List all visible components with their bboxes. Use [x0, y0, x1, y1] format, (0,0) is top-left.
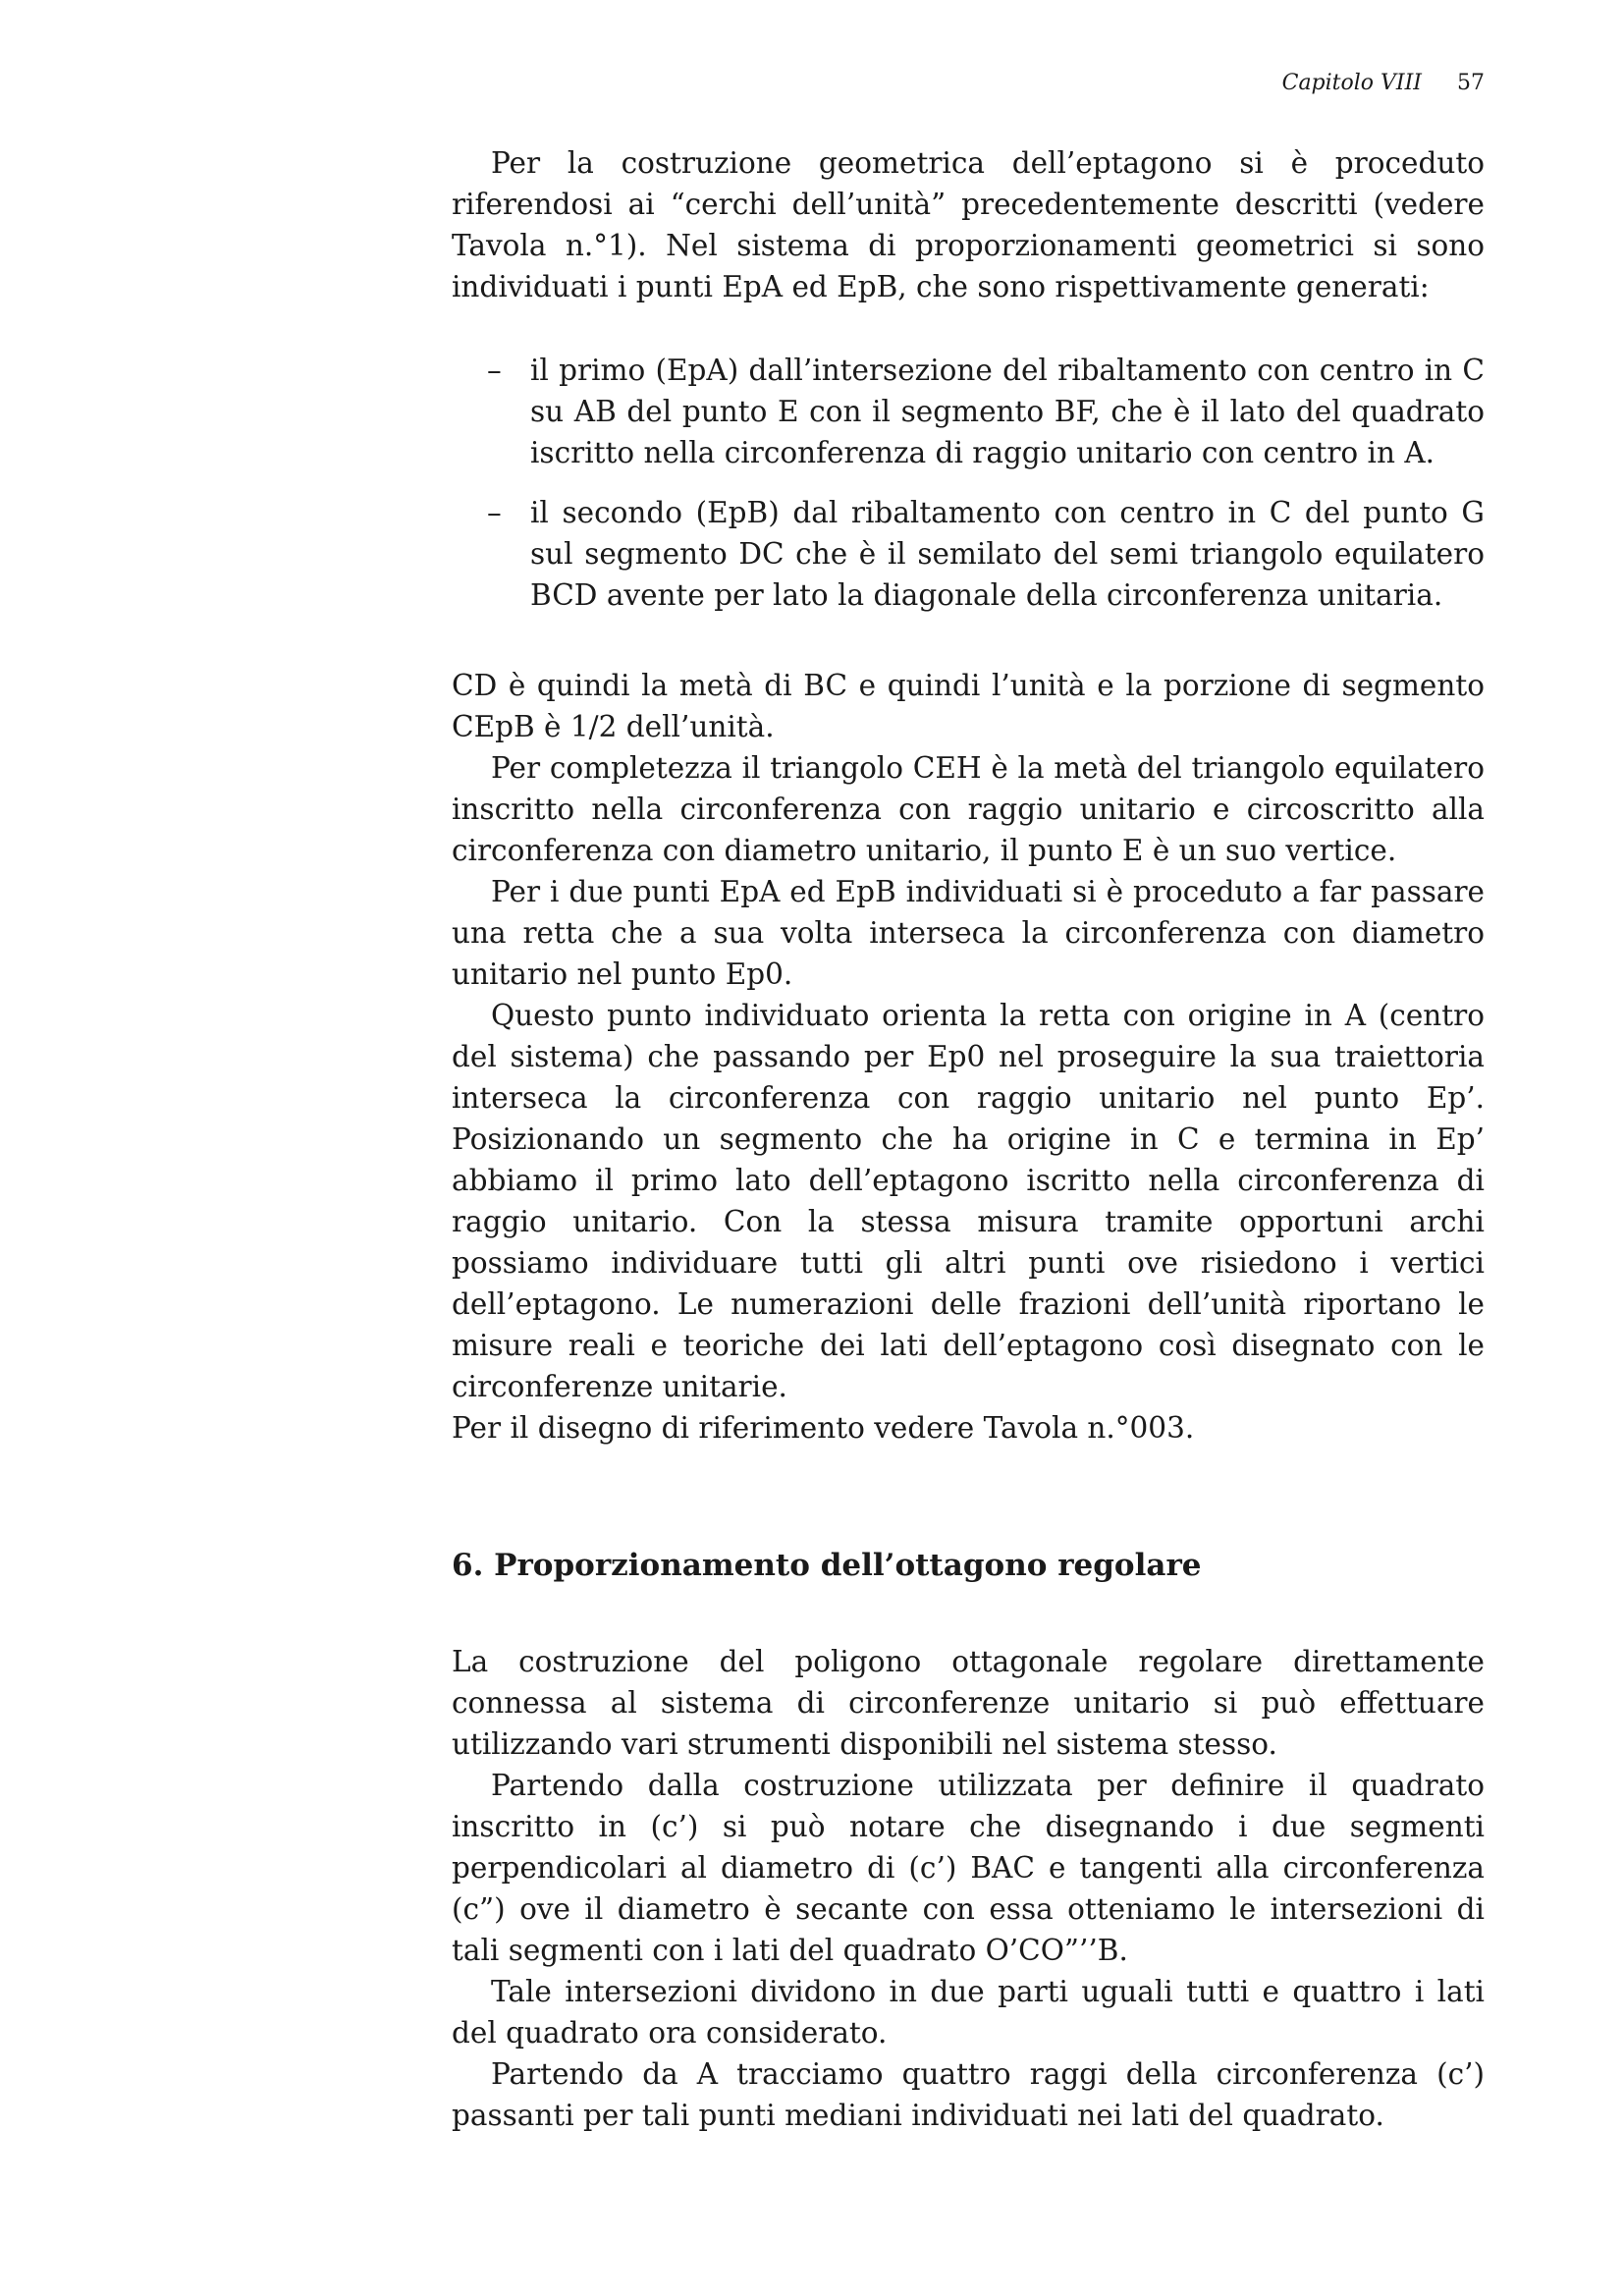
- body-paragraph: Per completezza il triangolo CEH è la metà del triangolo equilatero inscritto nella circonferenza con raggio unitario e circoscritto alla circonferenza con diametro unitario, il punto E è un suo vertice.: [452, 751, 1485, 867]
- list-item: [452, 492, 1485, 616]
- body-paragraph: Per i due punti EpA ed EpB individuati si è proceduto a far passare una retta che a sua volta interseca la circonferenza con diametro unitario nel punto Ep0.: [452, 875, 1485, 991]
- list-item: [452, 350, 1485, 473]
- list-item-text: il primo (EpA) dall’intersezione del ribaltamento con centro in C su AB del punto E con il segmento BF, che è il lato del quadrato iscritto nella circonferenza di raggio unitario con centro in A.: [530, 354, 1485, 469]
- chapter-title: Capitolo VIII: [1281, 71, 1422, 95]
- ottagono-section: [452, 1641, 1485, 2136]
- intro-paragraph: Per la costruzione geometrica dell’eptagono si è proceduto riferendosi ai “cerchi dell’unità” precedentemente descritti (vedere Tavola n.°1). Nel sistema di proporzionamenti geometrici si sono individuati i punti EpA ed EpB, che sono rispettivamente generati:: [452, 146, 1485, 303]
- body-paragraph: La costruzione del poligono ottagonale regolare direttamente connessa al sistema di circonferenze unitario si può effettuare utilizzando vari strumenti disponibili nel sistema stesso.: [452, 1645, 1485, 1761]
- body-paragraph: Partendo dalla costruzione utilizzata per definire il quadrato inscritto in (c’) si può notare che disegnando i due segmenti perpendicolari al diametro di (c’) BAC e tangenti alla circonferenza (c”) ove il diametro è secante con essa otteniamo le intersezioni di tali segmenti con i lati del quadrato O’CO”’’B.: [452, 1769, 1485, 1967]
- eptagono-section: [452, 142, 1485, 1449]
- running-header: [1267, 71, 1485, 110]
- body-paragraph: Tale intersezioni dividono in due parti uguali tutti e quattro i lati del quadrato ora considerato.: [452, 1975, 1485, 2050]
- body-paragraph: Partendo da A tracciamo quattro raggi della circonferenza (c’) passanti per tali punti mediani individuati nei lati del quadrato.: [452, 2057, 1485, 2132]
- list-dash: –: [487, 354, 502, 387]
- list-dash: –: [487, 496, 502, 529]
- body-paragraph: Per il disegno di riferimento vedere Tavola n.°003.: [452, 1411, 1195, 1445]
- body-paragraph: Questo punto individuato orienta la retta con origine in A (centro del sistema) che passando per Ep0 nel proseguire la sua traiettoria interseca la circonferenza con raggio unitario nel punto Ep’. Posizionando un segmento che ha origine in C e termina in Ep’ abbiamo il primo lato dell’eptagono iscritto nella circonferenza di raggio unitario. Con la stessa misura tramite opportuni archi possiamo individuare tutti gli altri punti ove risiedono i vertici dell’eptagono. Le numerazioni delle frazioni dell’unità riportano le misure reali e teoriche dei lati dell’eptagono così disegnato con le circonferenze unitarie.: [452, 999, 1485, 1403]
- section-heading: 6. Proporzionamento dell’ottagono regolare: [452, 1548, 1202, 1583]
- body-paragraph: CD è quindi la metà di BC e quindi l’unità e la porzione di segmento CEpB è 1/2 dell’unità.: [452, 669, 1485, 743]
- construction-list: [452, 350, 1485, 616]
- list-item-text: il secondo (EpB) dal ribaltamento con centro in C del punto G sul segmento DC che è il semilato del semi triangolo equilatero BCD avente per lato la diagonale della circonferenza unitaria.: [530, 496, 1485, 612]
- page-number: 57: [1457, 71, 1485, 95]
